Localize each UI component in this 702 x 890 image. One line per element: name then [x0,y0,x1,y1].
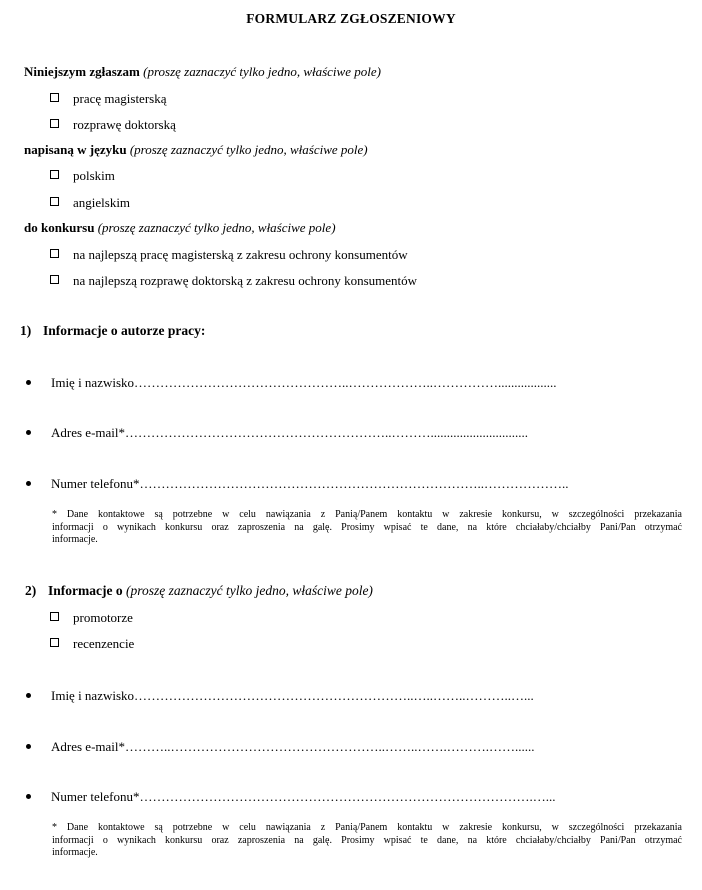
fill-in-line[interactable]: ………………………………………………………..…..……..………..…... [134,688,534,703]
section-supervisor-heading [25,583,373,599]
checkbox-option-supervisor[interactable] [50,610,133,626]
author-email-field[interactable] [26,425,528,441]
instruction-text: (proszę zaznaczyć tylko jedno, właściwe pole) [129,142,368,157]
supervisor-phone-field[interactable] [26,789,555,805]
contact-data-footnote [52,822,682,860]
field-label: Adres e-mail* [51,739,126,754]
checkbox-icon[interactable] [50,197,59,206]
field-label: Adres e-mail* [51,425,126,440]
checkbox-option-best-doctoral[interactable] [50,273,417,289]
field-label: Imię i nazwisko [51,375,135,390]
checkbox-option-doctoral-dissertation[interactable] [50,117,176,133]
bullet-icon [26,744,31,749]
option-label: polskim [73,168,115,183]
instruction-text: (proszę zaznaczyć tylko jedno, właściwe pole) [97,220,336,235]
checkbox-icon[interactable] [50,612,59,621]
option-label: pracę magisterską [73,91,167,106]
bullet-icon [26,481,31,486]
supervisor-email-field[interactable] [26,739,535,755]
bullet-icon [26,693,31,698]
option-label: rozprawę doktorską [73,117,176,132]
supervisor-name-field[interactable] [26,688,534,704]
fill-in-line[interactable]: …………………………………………..………………..…………….................. [134,375,557,390]
checkbox-icon[interactable] [50,249,59,258]
checkbox-icon[interactable] [50,638,59,647]
footnote-line: informacji o wynikach konkursu oraz zaproszenia na galę. Prosimy wpisać te dane, na które chciałaby/chciałby Pani/Pan otrzymać [52,834,682,846]
section-author-heading [20,323,205,339]
section-title: Informacje o autorze pracy: [43,323,206,338]
field-label: Imię i nazwisko [51,688,135,703]
checkbox-option-reviewer[interactable] [50,636,134,652]
group-competition [24,220,336,236]
option-label: promotorze [73,610,133,625]
footnote-line: informacji o wynikach konkursu oraz zaproszenia na galę. Prosimy wpisać te dane, na które chciałaby/chciałby Pani/Pan otrzymać [52,521,682,533]
fill-in-line[interactable]: ……………………………………………………………………………….…... [139,789,556,804]
contact-data-footnote [52,509,682,547]
fill-in-line[interactable]: ……………………………………………………..……….............................. [125,425,529,440]
author-name-field[interactable] [26,375,557,391]
checkbox-option-polish[interactable] [50,168,115,184]
footnote-line: * Dane kontaktowe są potrzebne w celu nawiązania z Panią/Panem kontaktu w zakresie konkursu, w szczególności przekazania [52,822,682,833]
checkbox-icon[interactable] [50,93,59,102]
option-label: na najlepszą pracę magisterską z zakresu ochrony konsumentów [73,247,408,262]
checkbox-icon[interactable] [50,119,59,128]
checkbox-option-english[interactable] [50,195,130,211]
section-title: Informacje o [48,583,123,598]
group-submission-type-label: Niniejszym zgłaszam [24,64,140,79]
section-number: 2) [25,583,37,598]
fill-in-line[interactable]: ……………………………………………………………………..……………….. [139,476,569,491]
footnote-line: informacje. [52,534,98,545]
field-label: Numer telefonu* [51,476,140,491]
group-submission-type [24,64,381,80]
group-competition-label: do konkursu [24,220,95,235]
option-label: angielskim [73,195,131,210]
checkbox-icon[interactable] [50,275,59,284]
footnote-line: informacje. [52,847,98,858]
section-number: 1) [20,323,32,338]
form-title: FORMULARZ ZGŁOSZENIOWY [246,11,456,26]
option-label: na najlepszą rozprawę doktorską z zakresu ochrony konsumentów [73,273,418,288]
bullet-icon [26,430,31,435]
field-label: Numer telefonu* [51,789,140,804]
fill-in-line[interactable]: ………..…………………………………………..……..…….……….……...... [125,739,535,754]
instruction-text: (proszę zaznaczyć tylko jedno, właściwe pole) [125,583,373,598]
option-label: recenzencie [73,636,135,651]
bullet-icon [26,380,31,385]
bullet-icon [26,794,31,799]
footnote-line: * Dane kontaktowe są potrzebne w celu nawiązania z Panią/Panem kontaktu w zakresie konkursu, w szczególności przekazania [52,509,682,520]
instruction-text: (proszę zaznaczyć tylko jedno, właściwe pole) [143,64,381,79]
checkbox-icon[interactable] [50,170,59,179]
author-phone-field[interactable] [26,476,568,492]
checkbox-option-masters-thesis[interactable] [50,91,166,107]
group-language-label: napisaną w języku [24,142,127,157]
checkbox-option-best-masters[interactable] [50,247,408,263]
group-language [24,142,368,158]
